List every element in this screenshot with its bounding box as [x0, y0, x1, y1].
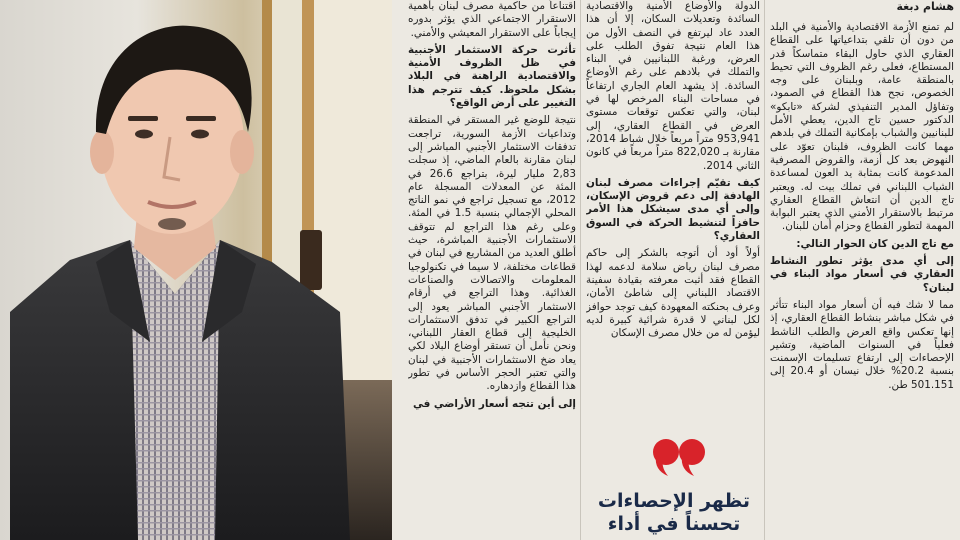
answer-paragraph: مما لا شك فيه أن أسعار مواد البناء تتأثر في شكل مباشر بنشاط القطاع العقاري، إذ إنها تعكس واقع العرض والطلب الناشط فعلياً في السنوات الماضية، وتشير الإحصاءات إلى ارتفاع تسليمات الإسمنت بنسبة 20.2% خلال نيسان أو 20.4 إلى 501.151 طن. — [770, 298, 954, 391]
answer-paragraph: الدولة والأوضاع الأمنية والاقتصادية السائدة وتعديلات السكان، إلا أن هذا العدد عاد ليرتفع في النصف الأول من هذا العام نتيجة تفوق الطلب على العرض، ورغبة اللبنانيين في البناء والتملك في بلادهم على رغم الأوضاع السائدة. إذ يشهد العام الجاري ارتفاعاً في مساحات البناء المرخص لها في لبنان، والتي تعكس توقعات مستوى العرض في القطاع العقاري، إلى 953,941 متراً مربعاً خلال شباط 2014، مقارنة بـ 822,020 متراً مربعاً في كانون الثاني 2014. — [586, 0, 760, 172]
answer-paragraph: اقتناعاً من حاكمية مصرف لبنان بأهمية الاستقرار الاجتماعي الذي يؤثر بدوره إيجاباً على الاستقرار المعيشي والأمني. — [408, 0, 576, 39]
portrait-photo — [0, 0, 392, 540]
pull-quote — [588, 436, 760, 540]
answer-paragraph: نتيجة للوضع غير المستقر في المنطقة وتداعيات الأزمة السورية، تراجعت تدفقات الاستثمار الأجنبي المباشر إلى لبنان مقارنة بالعام الماضي، إذ سجلت 2,83 مليار ليرة، بتراجع 26.6 في المئة عن المعدلات المسجلة عام 2012، مع تسجيل تراجع في نمو الناتج المحلي الإجمالي بنسبة 1.5 في المئة. وعلى رغم هذا التراجع لم تتوقف الاستثمارات الأجنبية المباشرة، حيث أطلق العديد من المشاريع في لبنان في قطاعات مختلفة، لا سيما في تكنولوجيا المعلومات والاتصالات والصناعات الغذائية. وهذا التراجع في أرقام الاستثمار الأجنبي المباشر يعود إلى التراجع الكبير في تدفق الاستثمارات الخليجية إلى قطاع العقار اللبناني، ونحن نأمل أن تستقر أوضاع البلاد لكي يعاد ضخ الاستثمارات الأجنبية في لبنان والتي تعتبر الحجر الأساس في تطور هذا القطاع وازدهاره. — [408, 114, 576, 393]
question-paragraph: إلى أين تتجه أسعار الأراضي في — [412, 397, 576, 410]
intro-paragraph: لم تمنع الأزمة الاقتصادية والأمنية في البلد من دون أن تلقي بتداعياتها على القطاع العقاري الذي حاول البقاء متماسكاً قدر المستطاع، فعلى رغم الظروف التي تحيط بالمنطقة عامة، وبلبنان على وجه الخصوص، نجح هذا القطاع في الصمود، وتفاؤل المدير التنفيذي لشركة «تابكو» الدكتور حسين تاج الدين، يعطي الأمل للبنانيين والشباب بإمكانية التملك في بلدهم مهما كانت الظروف، فلبنان تعوّد على النهوض بعد كل أزمة، والقروض المصرفية المدعومة كانت بمثابة يد العون لمساعدة الشباب اللبناني في تملك بيت له. ويعتبر تاج الدين أن انتعاش القطاع العقاري مرتبط بالاستقرار الأمني الذي يعتبر البوابة المهمة لتطور القطاع وحزام أمان للبنان. — [770, 21, 954, 233]
dialogue-intro: مع تاج الدين كان الحوار التالي: — [796, 237, 954, 250]
column-divider — [764, 0, 765, 540]
quote-marks-icon — [648, 436, 708, 476]
answer-paragraph: أولاً أود أن أتوجه بالشكر إلى حاكم مصرف لبنان رياض سلامة لدعمه لهذا القطاع فقد أثبت معرفته بقيادة سفينة الاقتصاد اللبناني إلى شاطئ الأمان، وعرف بحنكته المعهودة كيف توجد حوافز لكل لبناني لا قدرة شرائية كبيرة لديه ليؤمن له من خلال مصرف الإسكان — [586, 247, 760, 340]
question-paragraph: كيف تقيّم إجراءات مصرف لبنان الهادفة إلى دعم قروض الإسكان، وإلى أي مدى سيشكل هذا الأمر حافزاً لتنشيط الحركة في السوق العقاري؟ — [586, 176, 760, 243]
man-portrait-icon — [10, 12, 350, 540]
text-column-left — [408, 0, 576, 540]
pull-quote-text: تظهر الإحصاءات تحسناً في أداء — [597, 490, 751, 535]
question-paragraph: إلى أي مدى يؤثر تطور النشاط العقاري في أسعار مواد البناء في لبنان؟ — [770, 255, 954, 294]
column-divider — [580, 0, 581, 540]
text-column-right — [770, 0, 954, 540]
author-name: هشام دبغة — [896, 0, 954, 13]
question-paragraph: تأثرت حركة الاستثمار الأجنبية في ظل الظروف الأمنية والاقتصادية الراهنة في البلاد بشكل ملحوظ. كيف تترجم هذا التغيير على أرض الواقع؟ — [408, 43, 576, 110]
